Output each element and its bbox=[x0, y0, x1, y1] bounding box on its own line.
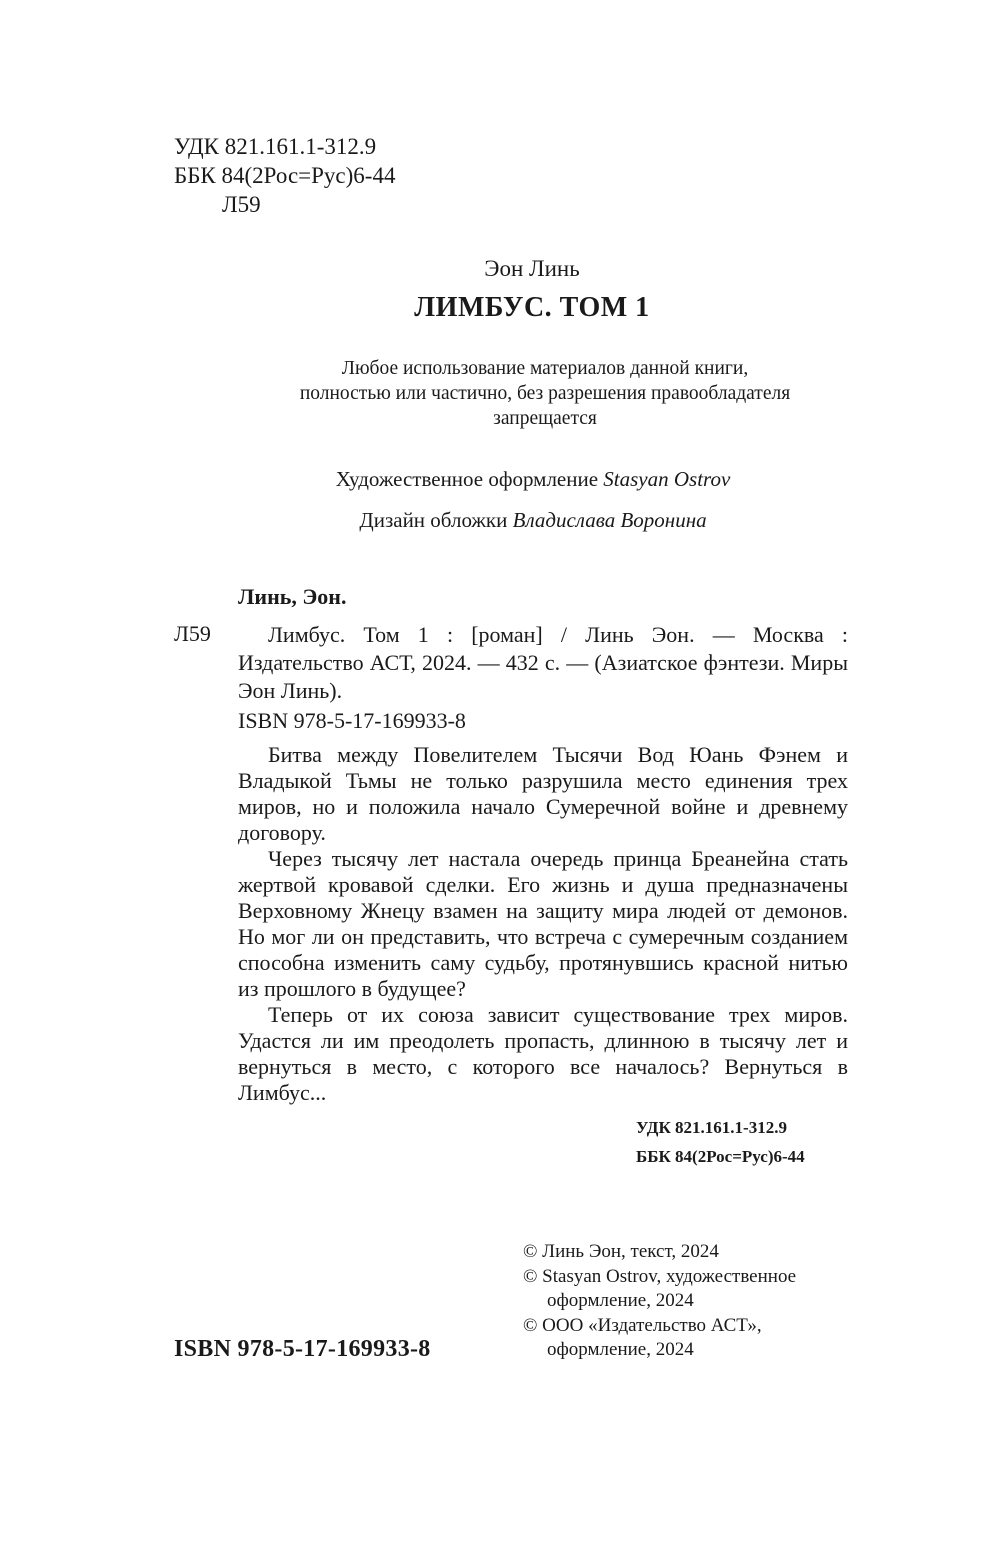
bibliographic-code: Л59 bbox=[174, 621, 211, 646]
book-title: ЛИМБУС. ТОМ 1 bbox=[414, 292, 650, 323]
copyright-art-line-cont: оформление, 2024 bbox=[547, 1290, 694, 1311]
udk-code-top: УДК 821.161.1-312.9 bbox=[174, 134, 377, 159]
cover-credit-name: Владислава Воронина bbox=[512, 508, 707, 532]
copyright-block bbox=[523, 1240, 796, 1363]
isbn-bottom: ISBN 978-5-17-169933-8 bbox=[174, 1336, 431, 1362]
annotation bbox=[238, 742, 848, 1106]
annotation-paragraph: Через тысячу лет настала очередь принца Бреанейна стать жертвой кровавой сделки. Его жизнь и душа предназначены Верховному Жнецу взамен на защиту мира людей от демонов. Но мог ли он представить, что встреча с сумеречным созданием способна изменить саму судьбу, протянувшись красной нитью из прошлого в будущее? bbox=[238, 846, 848, 1001]
bbk-code-top: ББК 84(2Рос=Рус)6-44 bbox=[174, 163, 396, 188]
bibliographic-isbn: ISBN 978-5-17-169933-8 bbox=[238, 708, 466, 733]
copyright-publisher-line: © ООО «Издательство АСТ», bbox=[523, 1314, 762, 1336]
bibliographic-author-heading: Линь, Эон. bbox=[238, 584, 347, 609]
rights-notice-line: запрещается bbox=[493, 408, 597, 429]
author-code-top: Л59 bbox=[222, 192, 261, 217]
rights-notice-line: полностью или частично, без разрешения правообладателя bbox=[299, 383, 791, 404]
copyright-text-line: © Линь Эон, текст, 2024 bbox=[523, 1241, 719, 1262]
annotation-paragraph: Битва между Повелителем Тысячи Вод Юань Фэнем и Владыкой Тьмы не только разрушила место единения трех миров, но и положила начало Сумеречной войне и древнему договору. bbox=[238, 742, 848, 845]
cover-credit bbox=[0, 508, 1000, 533]
rights-notice-line: Любое использование материалов данной книги, bbox=[341, 358, 749, 379]
bibliographic-record bbox=[238, 621, 848, 705]
art-credit-name: Stasyan Ostrov bbox=[603, 467, 731, 491]
udk-code-bottom: УДК 821.161.1-312.9 bbox=[636, 1118, 787, 1137]
art-credit-label: Художественное оформление bbox=[335, 467, 599, 491]
bbk-code-bottom: ББК 84(2Рос=Рус)6-44 bbox=[636, 1147, 805, 1166]
copyright-art-line: © Stasyan Ostrov, художественное bbox=[523, 1265, 797, 1287]
art-credit bbox=[0, 467, 1000, 492]
bibliographic-record-text: Лимбус. Том 1 : [роман] / Линь Эон. — Москва : Издательство АСТ, 2024. — 432 с. — (Азиатское фэнтези. Миры Эон Линь). bbox=[238, 622, 848, 703]
book-author: Эон Линь bbox=[484, 256, 580, 281]
annotation-paragraph: Теперь от их союза зависит существование трех миров. Удастся ли им преодолеть пропасть, длинною в тысячу лет и вернуться в место, с которого все началось? Вернуться в Лимбус... bbox=[238, 1002, 848, 1105]
copyright-publisher-line-cont: оформление, 2024 bbox=[547, 1339, 694, 1360]
cover-credit-label: Дизайн обложки bbox=[359, 508, 508, 532]
rights-notice bbox=[0, 356, 1000, 431]
